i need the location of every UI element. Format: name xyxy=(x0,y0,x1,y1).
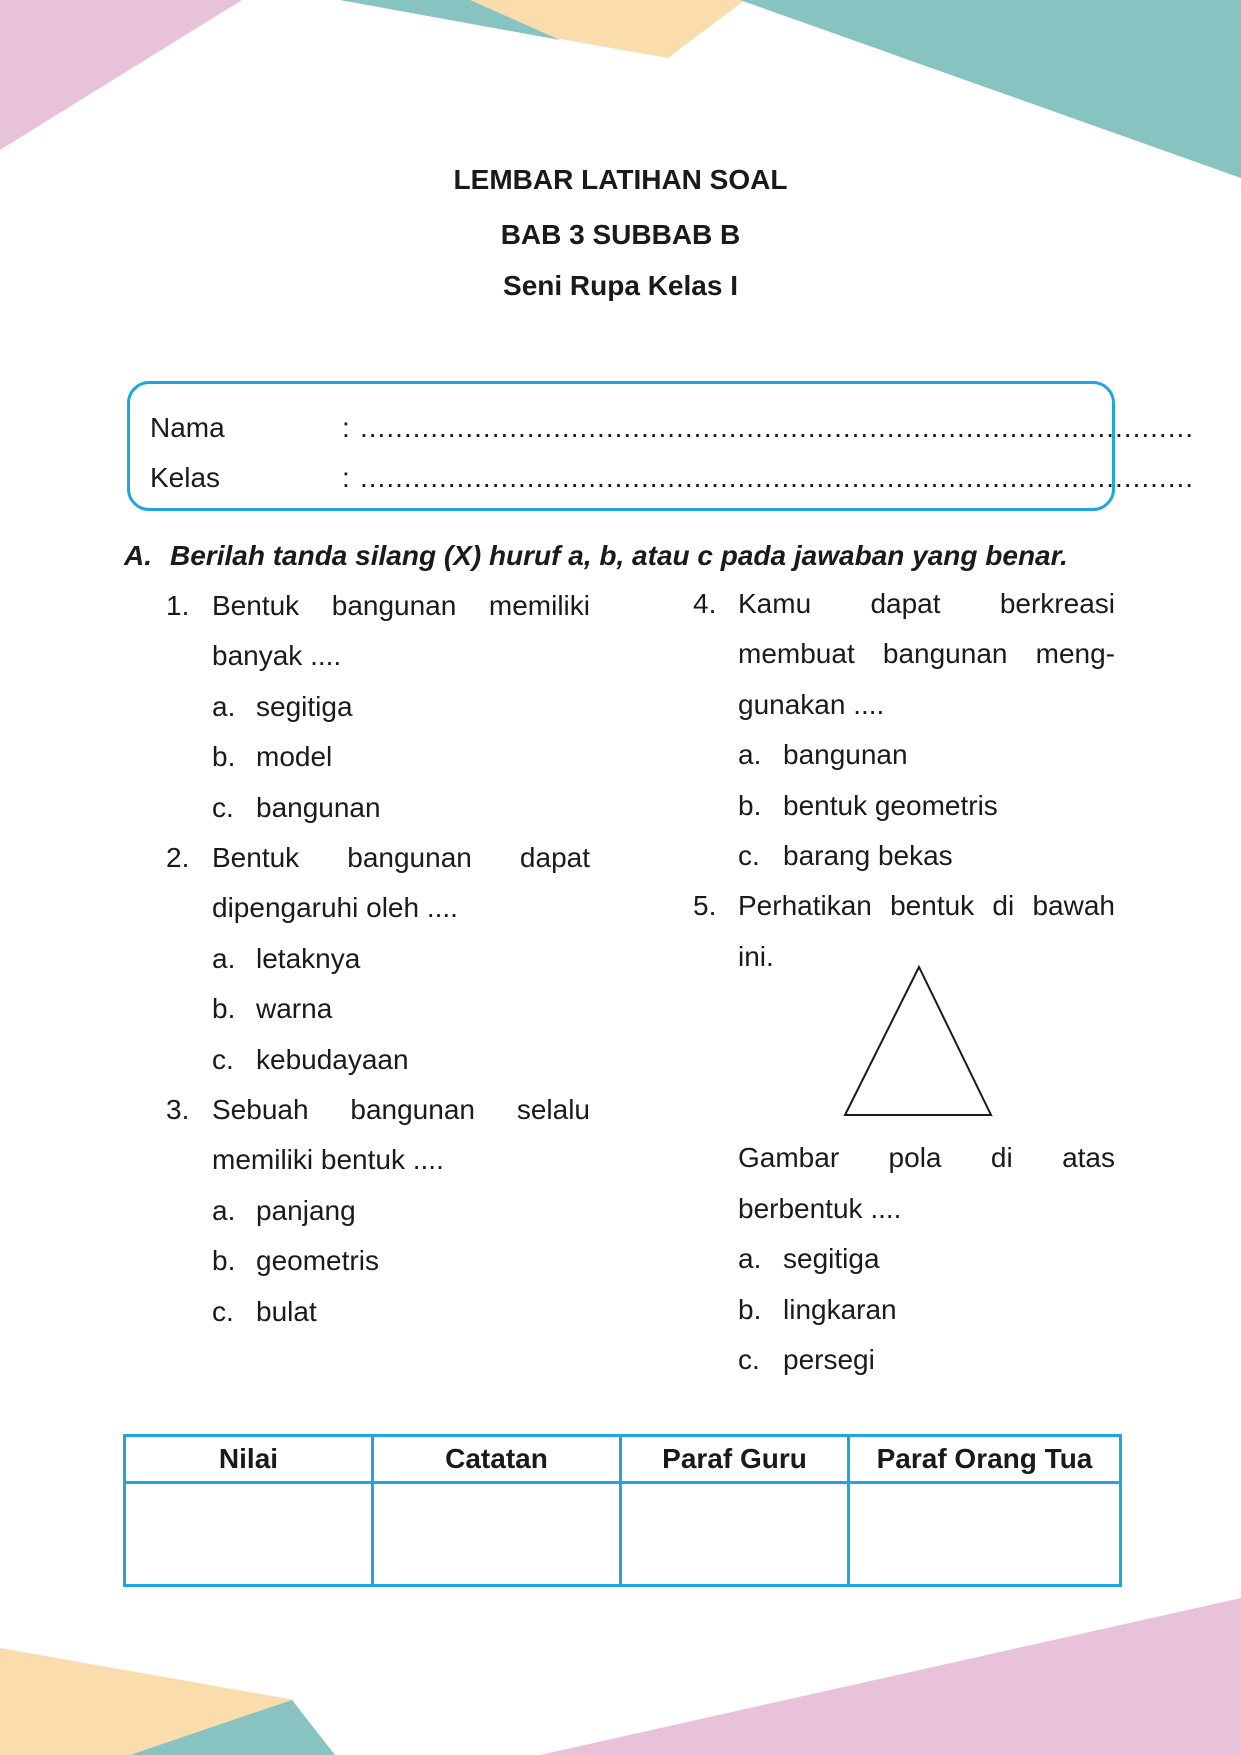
bottom-right-pink-shape xyxy=(540,1598,1241,1755)
grade-table-row xyxy=(125,1483,1121,1586)
section-letter: A. xyxy=(124,540,152,571)
name-field[interactable]: ............................................................................................... xyxy=(360,412,1195,443)
question-5-number: 5. xyxy=(693,890,717,921)
option-letter: a. xyxy=(212,691,236,722)
header-catatan: Catatan xyxy=(373,1436,621,1483)
question-5-text-line-3: Gambar pola di atas xyxy=(738,1142,1115,1173)
paraf-guru-cell[interactable] xyxy=(621,1483,849,1586)
question-4-number: 4. xyxy=(693,588,717,619)
question-2-text-line-1: Bentuk bangunan dapat xyxy=(212,842,590,873)
catatan-cell[interactable] xyxy=(373,1483,621,1586)
section-instruction-text: Berilah tanda silang (X) huruf a, b, atau c pada jawaban yang benar. xyxy=(170,540,1068,571)
paraf-orang-tua-cell[interactable] xyxy=(849,1483,1121,1586)
question-4-option-a[interactable]: bangunan xyxy=(783,739,908,770)
option-letter: b. xyxy=(212,1245,236,1276)
question-5-option-c[interactable]: persegi xyxy=(783,1344,875,1375)
class-label: Kelas xyxy=(150,462,221,493)
question-3-text-line-2: memiliki bentuk .... xyxy=(212,1144,444,1175)
question-2-option-b[interactable]: warna xyxy=(256,993,333,1024)
option-letter: a. xyxy=(738,739,762,770)
question-1-text-line-1: Bentuk bangunan memiliki xyxy=(212,590,590,621)
question-5-option-a[interactable]: segitiga xyxy=(783,1243,880,1274)
option-letter: a. xyxy=(212,1195,236,1226)
class-colon: : xyxy=(342,462,350,493)
option-letter: b. xyxy=(738,1294,762,1325)
option-letter: a. xyxy=(212,943,236,974)
question-3-option-a[interactable]: panjang xyxy=(256,1195,356,1226)
question-2-text-line-2: dipengaruhi oleh .... xyxy=(212,892,458,923)
chapter-title: BAB 3 SUBBAB B xyxy=(500,219,741,250)
question-1-option-b[interactable]: model xyxy=(256,741,333,772)
question-1-text-line-2: banyak .... xyxy=(212,640,342,671)
top-left-pink-shape xyxy=(0,0,242,150)
grade-table-header-row xyxy=(125,1436,1121,1483)
question-5-text-line-4: berbentuk .... xyxy=(738,1193,902,1224)
top-right-teal-shape xyxy=(740,0,1241,178)
option-letter: a. xyxy=(738,1243,762,1274)
option-letter: b. xyxy=(738,790,762,821)
page-title: LEMBAR LATIHAN SOAL xyxy=(453,164,788,195)
subject-title: Seni Rupa Kelas I xyxy=(503,270,738,301)
option-letter: c. xyxy=(738,840,760,871)
question-2-option-a[interactable]: letaknya xyxy=(256,943,361,974)
question-5-option-b[interactable]: lingkaran xyxy=(783,1294,897,1325)
name-label: Nama xyxy=(150,412,225,443)
question-3-number: 3. xyxy=(166,1094,190,1125)
question-2-number: 2. xyxy=(166,842,190,873)
question-3-text-line-1: Sebuah bangunan selalu xyxy=(212,1094,590,1125)
option-letter: c. xyxy=(212,792,234,823)
header-paraf-guru: Paraf Guru xyxy=(621,1436,849,1483)
option-letter: b. xyxy=(212,741,236,772)
nilai-cell[interactable] xyxy=(125,1483,373,1586)
question-4-text-line-1: Kamu dapat berkreasi xyxy=(738,588,1115,619)
grade-table xyxy=(123,1434,1122,1587)
question-1-option-c[interactable]: bangunan xyxy=(256,792,381,823)
option-letter: b. xyxy=(212,993,236,1024)
question-1-option-a[interactable]: segitiga xyxy=(256,691,353,722)
triangle-figure xyxy=(842,964,994,1118)
question-3-option-b[interactable]: geometris xyxy=(256,1245,379,1276)
option-letter: c. xyxy=(212,1296,234,1327)
question-1-number: 1. xyxy=(166,590,190,621)
question-3-option-c[interactable]: bulat xyxy=(256,1296,317,1327)
question-4-text-line-3: gunakan .... xyxy=(738,689,885,720)
header-nilai: Nilai xyxy=(125,1436,373,1483)
question-2-option-c[interactable]: kebudayaan xyxy=(256,1044,409,1075)
question-5-text-line-1: Perhatikan bentuk di bawah xyxy=(738,890,1115,921)
question-5-text-line-2: ini. xyxy=(738,941,774,972)
identity-box xyxy=(127,381,1195,511)
option-letter: c. xyxy=(212,1044,234,1075)
option-letter: c. xyxy=(738,1344,760,1375)
class-field[interactable]: ............................................................................................... xyxy=(360,462,1195,493)
header-paraf-orang-tua: Paraf Orang Tua xyxy=(849,1436,1121,1483)
question-4-option-b[interactable]: bentuk geometris xyxy=(783,790,998,821)
name-colon: : xyxy=(342,412,350,443)
question-4-text-line-2: membuat bangunan meng- xyxy=(738,638,1115,669)
question-4-option-c[interactable]: barang bekas xyxy=(783,840,953,871)
